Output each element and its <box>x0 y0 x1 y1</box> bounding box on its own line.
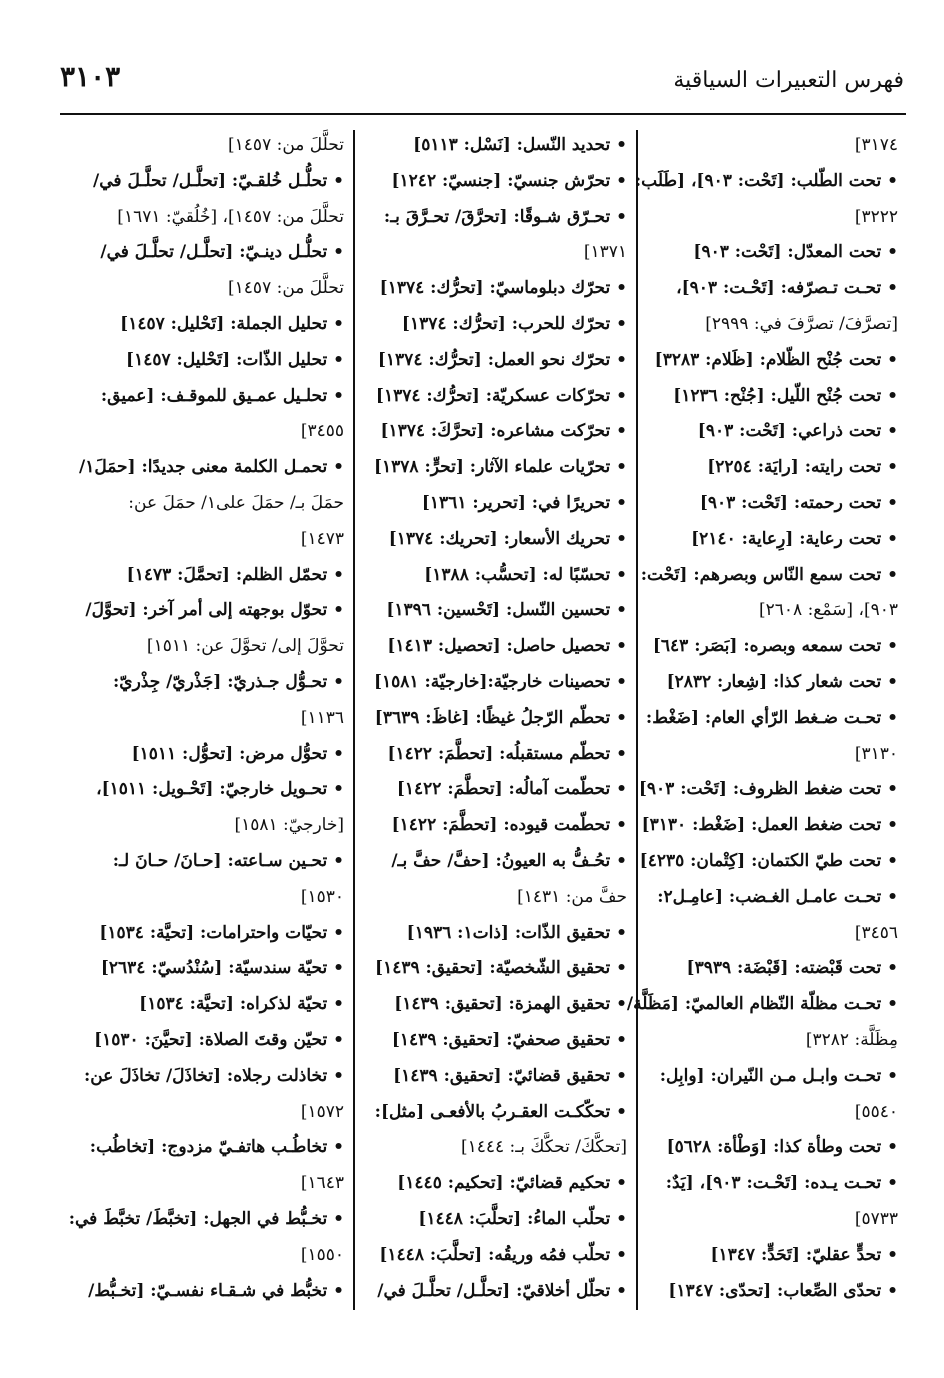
index-entry: • تحت ضغط الظروف: [تَحْت: ٩٠٣] <box>638 779 898 800</box>
index-entry: • تحلـيل عمـيق للموقـف: [عميق: <box>100 385 344 406</box>
index-entry: • تحقيق الهمزة: [تحقيق: ١٤٣٩] <box>394 994 627 1015</box>
index-entry: • تحلّب الماءُ: [تحلَّبَ: ١٤٤٨] <box>418 1208 627 1229</box>
index-entry: • تحت شعار كذا: [شِعار: ٢٨٣٢] <box>666 671 898 692</box>
index-entry: • تحت الطّلب: [تَحْت: ٩٠٣]، [طَلَب: <box>634 170 898 191</box>
index-entry: • تحت سمعه وبصره: [بَصَر: ٦٤٣] <box>652 636 898 657</box>
index-entry: • تحُـفُّ به العيونُ: [حفَّ/ حفَّ بـ/ <box>391 850 627 871</box>
index-entry: • تحرّك للحرب: [تحرُّك: ١٣٧٤] <box>401 313 627 334</box>
index-entry: • تحريك الأسعار: [تحريك: ١٣٧٤] <box>388 528 627 549</box>
index-entry: • تحطّم مستقبلُه: [تحطَّمَ: ١٤٢٢] <box>387 743 627 764</box>
index-entry: • تحلُّـل دينـيّ: [تحلَّـل/ تحلَّـلَ في/ <box>100 242 344 263</box>
index-entry-continuation: حفَّ من: ١٤٣١] <box>517 886 627 907</box>
index-entry: • تحمـل الكلمة معنى جديدًا: [حمَلَ١/ <box>78 457 344 478</box>
header-rule <box>60 113 906 115</box>
index-entry: • تخبُّط في شـقـاء نفسـيّ: [تخـبُّط/ <box>88 1280 344 1301</box>
index-entry: • تحت رايته: [رايَة: ٢٢٥٤] <box>707 457 898 478</box>
index-entry: • تحرّش جنسيّ: [جنسيّ: ١٢٤٢] <box>391 170 627 191</box>
index-entry: • تحت قَبْضته: [قَبْضَة: ٣٩٣٩] <box>686 958 898 979</box>
index-entry: • تحقيق قضائيّ: [تحقيق: ١٤٣٩] <box>393 1065 627 1086</box>
index-entry: • تخاطُـب هاتفـيّ مزدوج: [تخاطُب: <box>89 1137 344 1158</box>
column-divider-left <box>353 130 355 1310</box>
index-entry: • تحدٍّ عقليّ: [تَحَدٍّ: ١٣٤٧] <box>710 1244 898 1265</box>
index-entry: • تحت طيّ الكتمان: [كِتْمان: ٤٢٣٥] <box>639 850 898 871</box>
index-entry-continuation: تحلَّلَ من: ١٤٥٧]، [خُلُقيّ: ١٦٧١] <box>117 206 344 227</box>
index-entry: • تحت المعدّل: [تَحْت: ٩٠٣] <box>693 242 898 263</box>
index-entry: • تحطّمت قيوده: [تحطَّمَ: ١٤٢٢] <box>391 815 627 836</box>
index-entry: • تحيّة لذكراه: [تحيَّة: ١٥٣٤] <box>139 994 344 1015</box>
index-entry-continuation: ٥٧٣٣] <box>854 1208 898 1229</box>
index-entry: • تحوُّل مرض: [تحوُّل: ١٥١١] <box>131 743 344 764</box>
index-entry: • تحكّكـت العقـربُ بالأفعـى [مثل]: <box>374 1101 627 1122</box>
index-entry: • تحوّل بوجهته إلى أمر آخر: [تحوَّلَ/ <box>85 600 344 621</box>
index-entry: • تحسين النّسل: [تَحْسين: ١٣٩٦] <box>386 600 627 621</box>
index-entry: • تحديد النّسل: [نَسْل: ٥١١٣] <box>413 135 627 155</box>
index-entry: • تحـوُّل جـذريّ: [جَذْريّ/ جِذْريّ: <box>113 671 344 692</box>
index-entry: • تحليل الجملة: [تَحْليل: ١٤٥٧] <box>120 313 344 334</box>
index-entry-continuation: [خارجيّ: ١٥٨١] <box>234 815 344 836</box>
index-entry: • تحلّب فمُه وريقُه: [تحلَّبَ: ١٤٤٨] <box>379 1244 627 1265</box>
index-entry-continuation: ١١٣٦] <box>300 707 344 728</box>
index-entry: • تحت سمع النّاس وبصرهم: [تَحْت: <box>640 564 898 585</box>
index-entry-continuation: ٣١٣٠] <box>854 743 898 764</box>
index-entry-continuation: ١٦٤٣] <box>300 1173 344 1194</box>
index-entry-continuation: ٣٢٢٢] <box>854 206 898 227</box>
index-entry: • تحصيل حاصل: [تحصيل: ١٤١٣] <box>387 636 627 657</box>
index-entry-continuation: ٣٤٥٥] <box>300 421 344 442</box>
index-entry: • تحيّة سندسيّة: [سُنْدُسيّ: ٢٦٣٤] <box>100 958 344 979</box>
index-entry: • تحـرّق شـوقًا: [تحرَّقَ/ تحـرَّقَ بـ: <box>383 206 627 227</box>
index-entry: • تحقيق الذّات: [ذات١: ١٩٣٦] <box>406 922 627 943</box>
index-entry-continuation: تحوَّلَ إلى/ تحوَّلَ عن: ١٥١١] <box>146 636 344 657</box>
index-entry: • تحـويل خارجيّ: [تَحْـويل: ١٥١١]، <box>96 779 344 800</box>
index-entry: • تحـت مظلّة النّظام العالميّ: [مَظَلَّة/ <box>626 994 898 1015</box>
index-entry: • تحسّبًا له: [تحسُّب: ١٣٨٨] <box>424 564 627 585</box>
index-entry: • تحت ذراعي: [تَحْت: ٩٠٣] <box>697 421 898 442</box>
index-entry-continuation: ٣٤٥٦] <box>854 922 898 943</box>
index-entry: • تحليل الذّات: [تَحْليل: ١٤٥٧] <box>126 349 344 370</box>
index-entry: • تحريرًا في: [تحرير: ١٣٦١] <box>421 492 627 513</box>
index-column-right <box>626 128 898 1309</box>
index-entry: • تحيّات واحترامات: [تحيَّة: ١٥٣٤] <box>99 922 344 943</box>
index-entry: • تحت جُنْح الظّلام: [ظَلام: ٣٢٨٣] <box>654 349 898 370</box>
index-entry: • تحقيق الشّخصيّة: [تحقيق: ١٤٣٩] <box>375 958 627 979</box>
index-entry: • تحلُّـل خُلقـيّ: [تحلَّـل/ تحلَّـلَ في/ <box>93 170 344 191</box>
index-entry-continuation: ٥٥٤٠] <box>854 1101 898 1122</box>
index-entry: • تحـت تـصرّفه: [تَحْـت: ٩٠٣]، <box>676 278 898 299</box>
index-entry: • تحت رعاية: [رِعاية: ٢١٤٠] <box>691 528 898 549</box>
index-entry: • تحطّم الرّجلُ غيظًا: [غاظَ: ٣٦٣٩] <box>374 707 627 728</box>
index-entry-continuation: [تحكَّكَ/ تحكَّكَ بـ: ١٤٤٤] <box>460 1137 627 1158</box>
index-entry: • تحرّكات عسكريّة: [تحرُّك: ١٣٧٤] <box>375 385 627 406</box>
index-entry: • تحرّك نحو العمل: [تحرُّك: ١٣٧٤] <box>377 349 627 370</box>
index-entry-continuation: ١٥٧٢] <box>300 1101 344 1122</box>
index-entry: • تحطّمت آمالُه: [تحطَّمَ: ١٤٢٢] <box>396 779 627 800</box>
index-entry: • تحصينات خارجيّة:[خارجيّة: ١٥٨١] <box>374 671 627 692</box>
index-entry: • تحيّن وقتَ الصلاة: [تحيَّنَ: ١٥٣٠] <box>94 1029 344 1050</box>
index-entry: • تحقيق صحفيّ: [تحقيق: ١٤٣٩] <box>391 1029 627 1050</box>
page-header <box>60 60 904 110</box>
index-entry: • تحرّيات علماء الآثار: [تحرٍّ: ١٣٧٨] <box>373 457 627 478</box>
index-entry-continuation: حمَلَ بـ/ حمَلَ على١/ حمَلَ عن: <box>128 492 344 513</box>
index-column-middle <box>365 128 627 1309</box>
index-entry-continuation: ١٥٥٠] <box>300 1244 344 1265</box>
index-entry: • تخاذلت رجلاه: [تخاذَلَ/ تخاذَلَ عن: <box>83 1065 344 1086</box>
index-entry: • تحـين سـاعته: [حـانَ/ حـانَ لـ: <box>112 850 344 871</box>
index-entry-continuation: تحلَّلَ من: ١٤٥٧] <box>228 135 344 155</box>
index-entry: • تحـت وابـل مـن النّيران: [وابِل: <box>659 1065 898 1086</box>
index-entry: • تحرّك دبلوماسيّ: [تحرُّك: ١٣٧٤] <box>379 278 627 299</box>
index-entry: • تحرّكت مشاعره: [تحرَّكَ: ١٣٧٤] <box>380 421 627 442</box>
index-entry: • تحـت يـده: [تَحْـت: ٩٠٣]، [يَدٌ: <box>665 1173 898 1194</box>
index-entry: • تحت رحمته: [تَحْت: ٩٠٣] <box>699 492 898 513</box>
index-entry-continuation: [تصرَّفَ/ تصرَّفَ في: ٢٩٩٩] <box>705 313 898 334</box>
index-entry: • تحدّى الصِّعاب: [تحدّى: ١٣٤٧] <box>668 1280 898 1301</box>
page-number: ٣١٠٣ <box>60 60 121 93</box>
index-entry-continuation: ١٣٧١] <box>583 242 627 263</box>
index-entry-continuation: مِظَلَّة: ٣٢٨٢] <box>805 1029 898 1050</box>
index-entry-continuation: ١٥٣٠] <box>300 886 344 907</box>
column-divider-right <box>636 130 638 1310</box>
index-entry-continuation: ١٤٧٣] <box>300 528 344 549</box>
index-entry: • تحكيم قضائيّ: [تحكيم: ١٤٤٥] <box>397 1173 627 1194</box>
running-title: فهرس التعبيرات السياقية <box>673 68 904 93</box>
index-entry: • تحمّل الظلم: [تحمَّلَ: ١٤٧٣] <box>126 564 344 585</box>
index-entry-continuation: تحلَّلَ من: ١٤٥٧] <box>228 278 344 299</box>
index-entry: • تحت جُنْح اللّيل: [جُنْح: ١٢٣٦] <box>673 385 898 406</box>
index-entry-continuation: ٣١٧٤] <box>854 135 898 155</box>
index-entry-continuation: ٩٠٣]، [سَمْع: ٢٦٠٨] <box>759 600 898 621</box>
index-entry: • تحلّل أخلاقيّ: [تحلَّـل/ تحلَّـلَ في/ <box>377 1280 627 1301</box>
index-entry: • تخـبُّط في الجهل: [تخبَّطَ/ تخبَّطَ في: <box>68 1208 344 1229</box>
index-entry: • تحت ضغط العمل: [ضَغْط: ٣١٣٠] <box>641 815 898 836</box>
index-column-left <box>68 128 344 1309</box>
index-entry: • تحـت ضـغط الرّأي العام: [ضَغْط: <box>645 707 898 728</box>
index-entry: • تحت وطأة كذا: [وَطْأة: ٥٦٢٨] <box>666 1137 898 1158</box>
index-entry: • تحـت عامـل الغـضب: [عامِـل٢: <box>657 886 898 907</box>
